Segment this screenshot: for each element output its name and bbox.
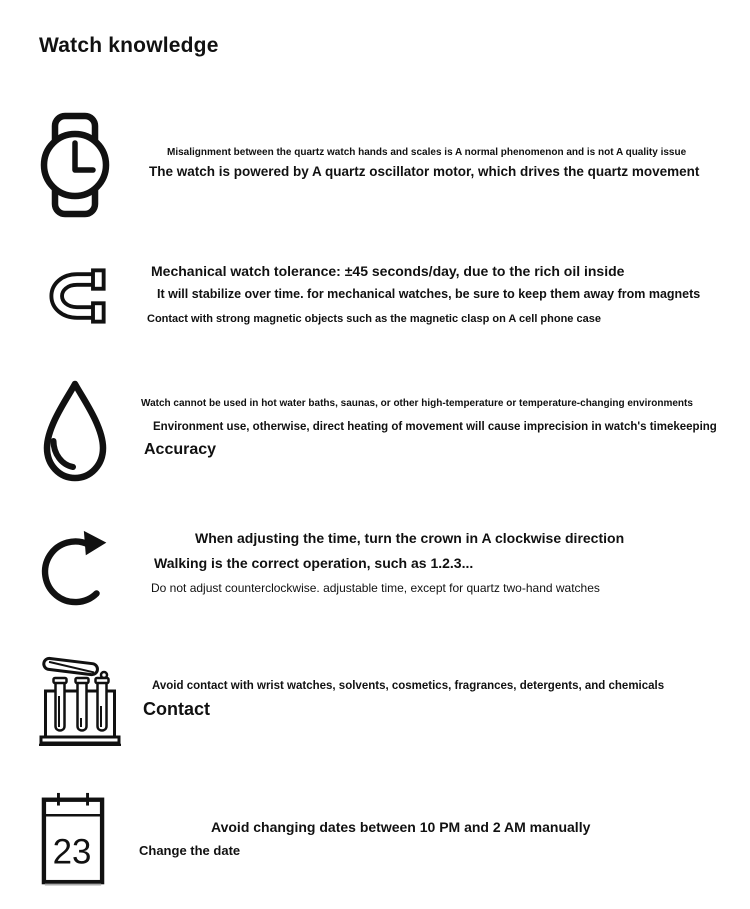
contact-heading: Contact [143,699,210,719]
accuracy-heading: Accuracy [144,441,217,458]
calendar-icon [40,791,106,886]
mechanical-tolerance-text: Mechanical watch tolerance: ±45 seconds/day, due to the rich oil inside [151,263,625,279]
watch-icon [40,112,110,218]
chemical-avoid-text: Avoid contact with wrist watches, solvents, cosmetics, fragrances, detergents, and chemicals [152,680,665,692]
magnet-icon [47,266,109,326]
calendar-day-number: 23 [52,832,92,872]
crown-clockwise-text: When adjusting the time, turn the crown in A clockwise direction [195,530,625,546]
quartz-movement-text: The watch is powered by A quartz oscillator motor, which drives the quartz movement [149,164,700,179]
hot-water-warning-note: Watch cannot be used in hot water baths, saunas, or other high-temperature or temperature-changing environments [141,398,693,409]
magnet-contact-note: Contact with strong magnetic objects such as the magnetic clasp on A cell phone case [147,313,601,325]
correct-operation-text: Walking is the correct operation, such as 1.2.3... [154,555,474,571]
quartz-misalignment-note: Misalignment between the quartz watch hands and scales is A normal phenomenon and is not A quality issue [167,147,687,158]
magnet-warning-text: It will stabilize over time. for mechanical watches, be sure to keep them away from magnets [157,287,701,301]
date-change-warning-text: Avoid changing dates between 10 PM and 2 AM manually [211,819,591,835]
page-title: Watch knowledge [39,34,219,57]
change-date-heading: Change the date [139,843,241,858]
clockwise-arrow-icon [38,524,116,614]
counterclockwise-warning-note: Do not adjust counterclockwise. adjustable time, except for quartz two-hand watches [151,581,600,595]
water-drop-icon [39,379,111,483]
environment-use-text: Environment use, otherwise, direct heating of movement will cause imprecision in watch's timekeeping [153,421,717,433]
test-tubes-icon [38,650,122,746]
